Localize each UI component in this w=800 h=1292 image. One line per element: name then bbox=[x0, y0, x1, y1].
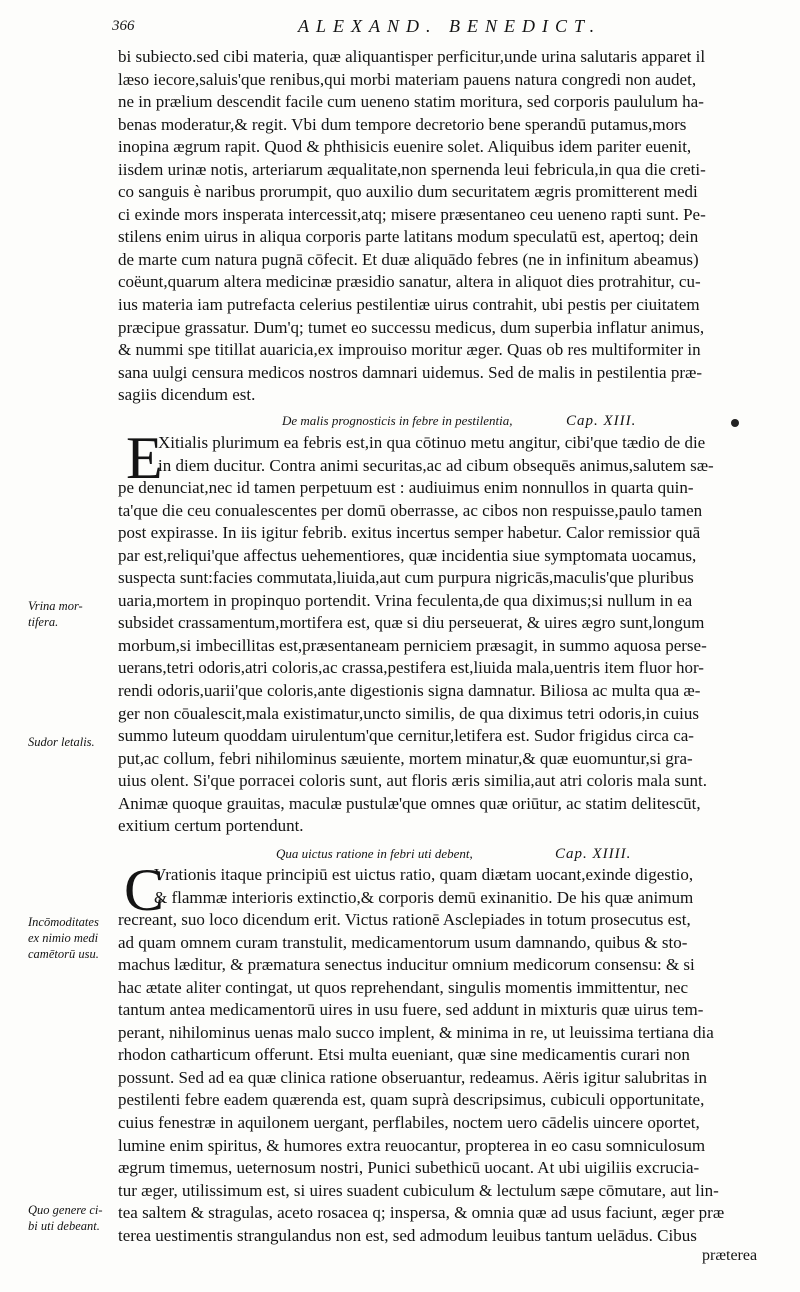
marginal-note-line: camētorū usu. bbox=[28, 947, 99, 961]
text-line: inopina ægrum rapit. Quod & phthisicis euenire solet. Aliquibus idem pariter euenit, bbox=[118, 137, 692, 157]
text-line: Animæ quoque grauitas, maculæ pustulæ'que omnes quæ oriūtur, ac statim delitescūt, bbox=[118, 793, 701, 813]
text-line: tantum antea medicamentorū uires in usu fuere, sed addunt in mixturis quæ uirus tem- bbox=[118, 1000, 704, 1020]
text-line: uius olent. Si'que porracei coloris sunt, aut floris æris similia,aut atri coloris mala sunt. bbox=[118, 771, 707, 791]
text-line: morbum,si imbecillitas est,præsentaneam perniciem præsagit, in summo aquosa perse- bbox=[118, 635, 707, 655]
text-line: tur æger, utilissimum est, si uires suadent cubiculum & lectulum sæpe cōmutare, aut lin- bbox=[118, 1180, 719, 1200]
text-line: uerans,tetri odoris,atri coloris,ac crassa,pestifera est,liuida mala,uentris item fluor hor- bbox=[118, 658, 704, 678]
text-line: tea saltem & stragulas, aceto rosacea q; inspersa, & omnia quæ ad usus faciunt, æger præ bbox=[118, 1203, 725, 1223]
text-line: sana uulgi censura medicos nostros damnari uidemus. Sed de malis in pestilentia præ- bbox=[118, 362, 703, 382]
drop-cap-e: E bbox=[126, 425, 163, 491]
text-line: subsidet crassamentum,mortifera est, quæ si diu perseuerat, & uires ægro sunt,longum bbox=[118, 613, 705, 633]
section-heading-xiiii: Qua uictus ratione in febri uti debent, bbox=[276, 846, 473, 861]
text-line: rhodon catharticum offerunt. Etsi multa eueniant, quæ sine medicamentis curari non bbox=[118, 1045, 690, 1065]
running-title: ALEXAND. BENEDICT. bbox=[298, 16, 602, 36]
text-line: lumine enim spiritus, & humores extra reuocantur, propterea in eo casu somniculosum bbox=[118, 1135, 706, 1155]
text-line: Vrationis itaque principiū est uictus ratio, quam diætam uocant,exinde digestio, bbox=[154, 865, 694, 884]
text-line: benas moderatur,& regit. Vbi dum tempore decretorio bene sperandū putamus,mors bbox=[118, 114, 687, 134]
text-line: terea uestimentis strangulandus non est, sed admodum leuibus tantum uelādus. Cibus bbox=[118, 1225, 697, 1245]
text-line: hac ætate aliter contingat, ut quos reprehendant, singulis momentis immittentur, nec bbox=[118, 977, 689, 997]
text-line: præcipue grassatur. Dum'q; tumet eo successu medicus, dum superbia inflatur animus, bbox=[118, 317, 705, 337]
text-line: ger non cōualescit,mala existimatur,uncto similis, de qua diximus tetri odoris,in cuius bbox=[118, 703, 699, 723]
text-block-section-xiii bbox=[118, 432, 782, 838]
marginal-note-sudor bbox=[28, 734, 114, 750]
text-line: machus læditur, & præmatura senectus inducitur omnium medicorum consensu: & si bbox=[118, 955, 695, 975]
text-line: sagiis dicendum est. bbox=[118, 385, 256, 405]
marginal-note-line: tifera. bbox=[28, 615, 59, 629]
text-line: uaria,mortem in propinquo portendit. Vrina feculenta,de qua diximus;si nullum in ea bbox=[118, 590, 693, 610]
text-line: bi subiecto.sed cibi materia, quæ aliquantisper perficitur,unde urina salutaris apparet il bbox=[118, 47, 706, 66]
text-line: perant, nihilominus uenas malo succo implent, & minima in re, ut leuissima tertiana dia bbox=[118, 1022, 714, 1042]
text-line: & nummi spe titillat auaricia,ex improuiso moritur æger. Quas ob res multiformiter in bbox=[118, 340, 701, 360]
text-line: ad quam omnem curam transtulit, medicamentorum usum damnando, quibus & sto- bbox=[118, 932, 688, 952]
text-line: ne in prælium descendit facile cum ueneno statim moritura, sed corporis paululum ha- bbox=[118, 92, 704, 112]
text-line: pe denunciat,nec id tamen perpetuum est : audiuimus enim nonnullos in quarta quin- bbox=[118, 478, 694, 498]
text-line: iisdem urinæ notis, arteriarum æqualitate,non spernenda leui febricula,in qua die creti- bbox=[118, 159, 706, 179]
marginal-note-urina bbox=[28, 598, 114, 630]
page-header bbox=[0, 16, 800, 42]
text-line: ius materia iam putrefacta celerius pestilentiæ uirus contrahit, ubi pestis per ciuitatem bbox=[118, 295, 700, 315]
text-line: de marte cum natura pugnā cōfecit. Et duæ aliquādo febres (ne in infinitum abeamus) bbox=[118, 249, 699, 269]
text-line: recreant, suo loco dicendum erit. Victus rationē Asclepiades in totum prosecutus est, bbox=[118, 910, 691, 930]
text-line: ægrum timemus, ueternosum nostri, Punici subethicū uocant. At ubi uigiliis excrucia- bbox=[118, 1158, 700, 1178]
marginal-note-line: Vrina mor- bbox=[28, 599, 83, 613]
text-line: ci exinde mors insperata intercessit,atq; misere præsentaneo ceu ueneno rapti sunt. Pe- bbox=[118, 204, 706, 224]
drop-cap-c: C bbox=[124, 857, 165, 923]
marginal-note-quo-genere bbox=[28, 1202, 114, 1234]
marginal-note-line: bi uti debeant. bbox=[28, 1219, 100, 1233]
marginal-note-line: Incōmoditates bbox=[28, 915, 99, 929]
text-line: pestilenti febre eadem quærenda est, quam suprà descripsimus, cubiculi opportunitate, bbox=[118, 1090, 705, 1110]
marginal-note-incommoditates bbox=[28, 914, 114, 962]
page-number: 366 bbox=[112, 18, 135, 34]
text-line: & flammæ interioris extinctio,& corporis demū exinanitio. De his quæ animum bbox=[154, 887, 694, 907]
text-line: stilens enim uirus in aliqua corporis parte latitans modum speculatū est, apertoq; dein bbox=[118, 227, 699, 247]
text-line: summo luteum quoddam uirulentum'que cernitur,letifera est. Sudor frigidus circa ca- bbox=[118, 726, 694, 746]
text-line: rendi odoris,uarii'que coloris,ante digestionis signa damnatur. Biliosa ac multa qua æ- bbox=[118, 681, 701, 701]
text-line: co sanguis è naribus prorumpit, quo auxilio dum securitatem ægris promitterent medi bbox=[118, 182, 698, 202]
marginal-note-line: Quo genere ci- bbox=[28, 1203, 103, 1217]
text-line: post expirasse. In iis igitur febrib. exitus incertus semper habetur. Calor remissior quā bbox=[118, 523, 701, 543]
text-line: possunt. Sed ad ea quæ clinica ratione obseruantur, redeamus. Aëris igitur salubritas in bbox=[118, 1067, 707, 1087]
text-line: par est,reliqui'que affectus uehementiores, quæ incidentia siue symptomata uocamus, bbox=[118, 545, 697, 565]
text-line: Xitialis plurimum ea febris est,in qua cōtinuo metu angitur, cibi'que tædio de die bbox=[158, 433, 706, 452]
marginal-note-line: Sudor letalis. bbox=[28, 735, 95, 749]
text-block-continuation bbox=[118, 46, 782, 407]
text-block-section-xiiii bbox=[118, 864, 782, 1247]
chapter-number-xiiii: Cap. XIIII. bbox=[555, 846, 632, 862]
text-line: in diem ducitur. Contra animi securitas,ac ad cibum obsequēs animus,salutem sæ- bbox=[158, 455, 714, 475]
text-line: suspecta sunt:facies commutata,liuida,aut cum purpura nigricās,maculis'que pluribus bbox=[118, 568, 694, 588]
text-line: put,ac collum, febri nihilominus sæuiente, mortem minatur,& quæ euomuntur,si gra- bbox=[118, 748, 693, 768]
catchword: præterea bbox=[702, 1247, 758, 1264]
section-heading-xiii: De malis prognosticis in febre in pestilentia, bbox=[282, 413, 513, 428]
chapter-number-xiii: Cap. XIII. bbox=[566, 413, 637, 429]
marginal-note-line: ex nimio medi bbox=[28, 931, 99, 945]
ink-spot bbox=[731, 419, 739, 427]
text-line: coëunt,quarum altera medicinæ præsidio sanatur, altera in aliquot dies protrahitur, cu- bbox=[118, 272, 701, 292]
text-line: cuius fenestræ in aquilonem uergant, perflabiles, noctem uero cādelis uincere oportet, bbox=[118, 1113, 700, 1133]
text-line: ta'que die ceu conualescentes per domū oberrasse, ac cibos non respuisse,paulo tamen bbox=[118, 500, 703, 520]
text-line: læso iecore,saluis'que renibus,qui morbi materiam pauens natura congredi non audet, bbox=[118, 69, 697, 89]
text-line: exitium certum portendunt. bbox=[118, 816, 304, 836]
